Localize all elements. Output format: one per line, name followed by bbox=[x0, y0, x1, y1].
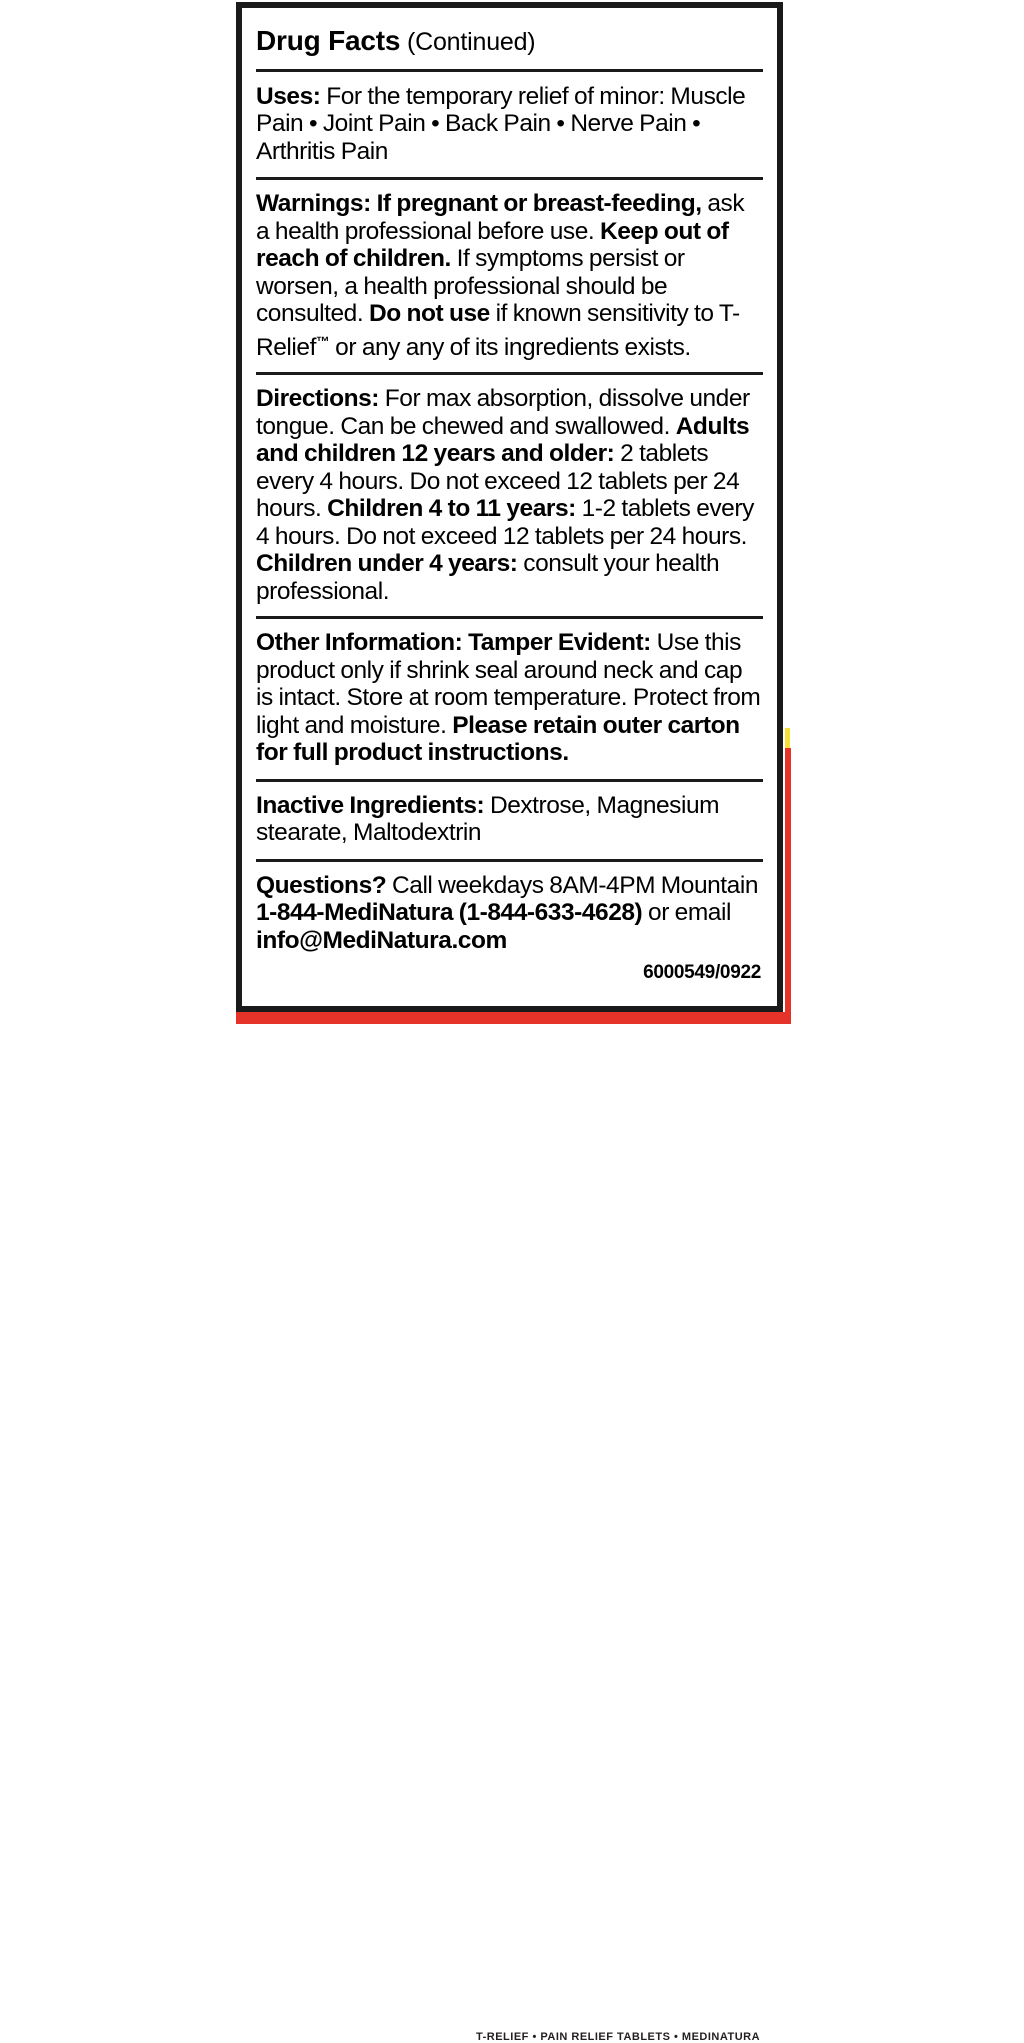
section-uses-body: For the temporary relief of minor: Muscle Pain • Joint Pain • Back Pain • Nerve Pain • Arthritis Pain bbox=[256, 82, 746, 165]
section-uses bbox=[256, 69, 763, 178]
section-directions-part1: For max absorption, dissolve under tongue. Can be chewed and swallowed. bbox=[256, 385, 750, 440]
section-directions-bold-adults: Adults and children 12 years and older: bbox=[256, 412, 750, 468]
section-warnings-bold-do-not-use: Do not use bbox=[368, 300, 490, 328]
section-warnings-part1: ask a health professional before use. bbox=[256, 190, 745, 245]
section-warnings-part2: If symptoms persist or worsen, a health professional should be consulted. bbox=[256, 245, 685, 328]
section-inactive-ingredients-body: Dextrose, Magnesium stearate, Maltodextrin bbox=[256, 791, 720, 847]
section-warnings bbox=[256, 177, 763, 372]
product-code: 6000549/0922 bbox=[643, 962, 761, 984]
section-warnings-heading: Warnings: If pregnant or breast-feeding, bbox=[256, 190, 702, 218]
trademark-icon: ™ bbox=[315, 333, 330, 349]
carton-red-accent-strip-bottom bbox=[236, 1012, 791, 2043]
carton-yellow-accent-strip bbox=[785, 728, 790, 750]
phone-number: 1-844-MediNatura (1-844-633-4628) bbox=[256, 899, 643, 927]
section-questions-part2: or email bbox=[642, 899, 731, 927]
section-directions-part2: 2 tablets every 4 hours. Do not exceed 12 tablets per 24 hours. bbox=[256, 440, 740, 523]
section-questions-part1: Call weekdays 8AM-4PM Mountain bbox=[386, 871, 758, 899]
section-uses-heading: Uses: bbox=[256, 82, 321, 110]
drug-facts-title-continued: (Continued) bbox=[407, 28, 536, 56]
section-directions-part4: consult your health professional. bbox=[256, 550, 720, 605]
section-warnings-text bbox=[256, 190, 763, 361]
section-warnings-bold-keep-out: Keep out of reach of children. bbox=[256, 217, 729, 273]
section-questions-text bbox=[256, 872, 763, 955]
section-other-information-part1: Use this product only if shrink seal around neck and cap is intact. Store at room temperature. Protect from light and moisture. bbox=[256, 629, 761, 739]
section-other-information bbox=[256, 616, 763, 779]
drug-facts-title-section bbox=[256, 8, 763, 69]
section-directions-text bbox=[256, 385, 763, 605]
section-other-information-text bbox=[256, 629, 763, 767]
section-directions-part3: 1-2 tablets every 4 hours. Do not exceed 12 tablets per 24 hours. bbox=[256, 495, 754, 550]
section-directions-bold-children-under-4: Children under 4 years: bbox=[256, 550, 518, 578]
section-questions bbox=[256, 859, 763, 989]
section-other-information-bold-retain-carton: Please retain outer carton for full product instructions. bbox=[256, 711, 740, 767]
section-warnings-part3: if known sensitivity to T-Relief bbox=[256, 300, 740, 361]
carton-bottom-strip-text: T-RELIEF • PAIN RELIEF TABLETS • MEDINATURA bbox=[476, 2031, 761, 2043]
section-questions-heading: Questions? bbox=[256, 871, 387, 899]
drug-facts-panel bbox=[236, 2, 783, 1012]
section-directions bbox=[256, 372, 763, 616]
section-inactive-ingredients bbox=[256, 779, 763, 859]
email-address: info@MediNatura.com bbox=[256, 926, 507, 954]
section-inactive-ingredients-text bbox=[256, 792, 763, 847]
page-title bbox=[256, 26, 763, 57]
section-inactive-ingredients-heading: Inactive Ingredients: bbox=[256, 791, 485, 819]
carton-red-accent-strip-right bbox=[785, 748, 791, 1024]
section-uses-text bbox=[256, 83, 763, 166]
drug-facts-title-text: Drug Facts bbox=[256, 25, 401, 56]
section-warnings-part4: or any any of its ingredients exists. bbox=[329, 333, 691, 361]
section-directions-bold-children-4-11: Children 4 to 11 years: bbox=[327, 495, 576, 523]
drug-facts-panel-inner bbox=[242, 8, 777, 1006]
section-other-information-heading: Other Information: Tamper Evident: bbox=[256, 629, 651, 657]
section-directions-heading: Directions: bbox=[256, 385, 380, 413]
